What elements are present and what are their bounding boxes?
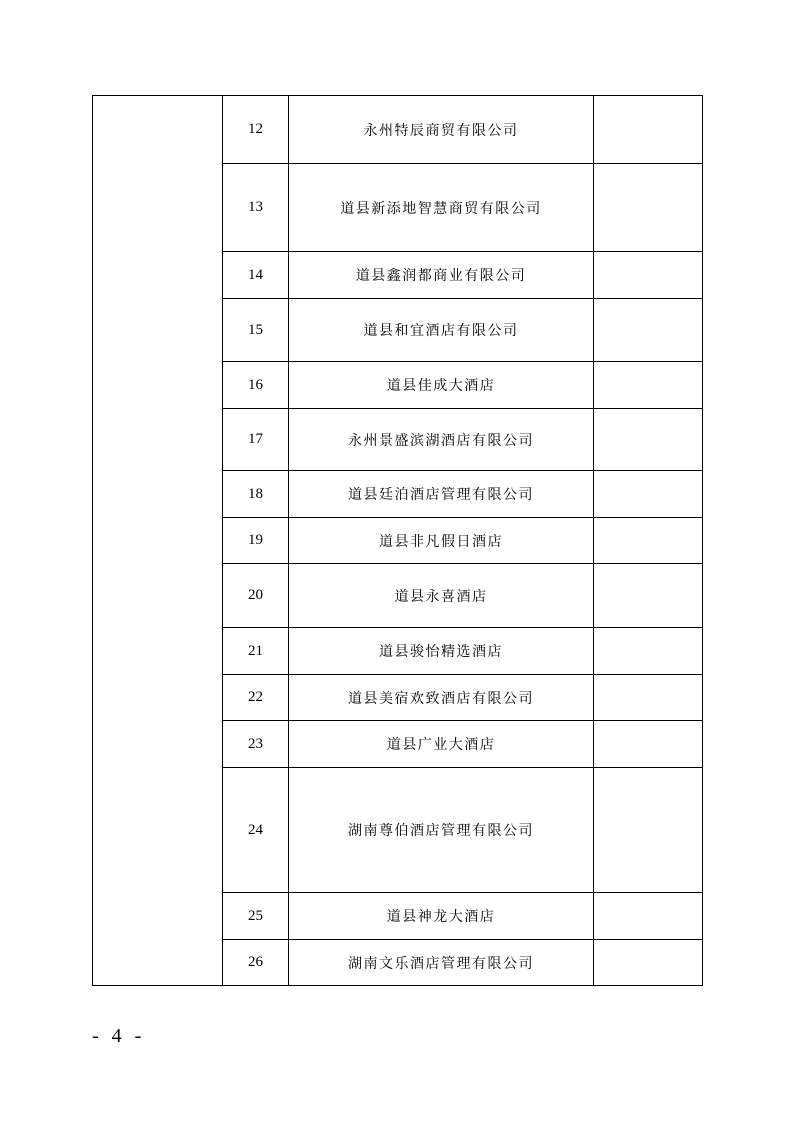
row-number: 16 <box>223 362 289 409</box>
company-name: 道县和宜酒店有限公司 <box>289 299 594 362</box>
row-number: 23 <box>223 721 289 768</box>
company-name: 永州景盛滨湖酒店有限公司 <box>289 409 594 471</box>
company-name: 道县新添地智慧商贸有限公司 <box>289 164 594 252</box>
remarks-cell <box>594 675 703 721</box>
company-name: 道县广业大酒店 <box>289 721 594 768</box>
table-row <box>93 96 703 164</box>
remarks-cell <box>594 164 703 252</box>
company-name: 道县美宿欢致酒店有限公司 <box>289 675 594 721</box>
company-name: 永州特辰商贸有限公司 <box>289 96 594 164</box>
row-number: 18 <box>223 471 289 518</box>
remarks-cell <box>594 362 703 409</box>
remarks-cell <box>594 471 703 518</box>
company-name: 湖南尊伯酒店管理有限公司 <box>289 768 594 893</box>
remarks-cell <box>594 96 703 164</box>
row-number: 17 <box>223 409 289 471</box>
row-number: 25 <box>223 893 289 940</box>
company-name: 湖南文乐酒店管理有限公司 <box>289 940 594 986</box>
row-number: 24 <box>223 768 289 893</box>
remarks-cell <box>594 893 703 940</box>
remarks-cell <box>594 564 703 628</box>
remarks-cell <box>594 768 703 893</box>
remarks-cell <box>594 940 703 986</box>
page-number: - 4 - <box>92 1025 146 1047</box>
merged-category-cell <box>93 96 223 986</box>
company-name: 道县骏怡精选酒店 <box>289 628 594 675</box>
company-name: 道县佳成大酒店 <box>289 362 594 409</box>
row-number: 13 <box>223 164 289 252</box>
remarks-cell <box>594 721 703 768</box>
row-number: 14 <box>223 252 289 299</box>
remarks-cell <box>594 299 703 362</box>
row-number: 26 <box>223 940 289 986</box>
company-name: 道县非凡假日酒店 <box>289 518 594 564</box>
row-number: 21 <box>223 628 289 675</box>
row-number: 22 <box>223 675 289 721</box>
company-name: 道县鑫润都商业有限公司 <box>289 252 594 299</box>
company-name: 道县神龙大酒店 <box>289 893 594 940</box>
row-number: 12 <box>223 96 289 164</box>
remarks-cell <box>594 409 703 471</box>
row-number: 15 <box>223 299 289 362</box>
row-number: 19 <box>223 518 289 564</box>
remarks-cell <box>594 518 703 564</box>
remarks-cell <box>594 252 703 299</box>
row-number: 20 <box>223 564 289 628</box>
company-name: 道县永喜酒店 <box>289 564 594 628</box>
remarks-cell <box>594 628 703 675</box>
enterprise-list-table <box>92 95 703 986</box>
company-name: 道县廷泊酒店管理有限公司 <box>289 471 594 518</box>
